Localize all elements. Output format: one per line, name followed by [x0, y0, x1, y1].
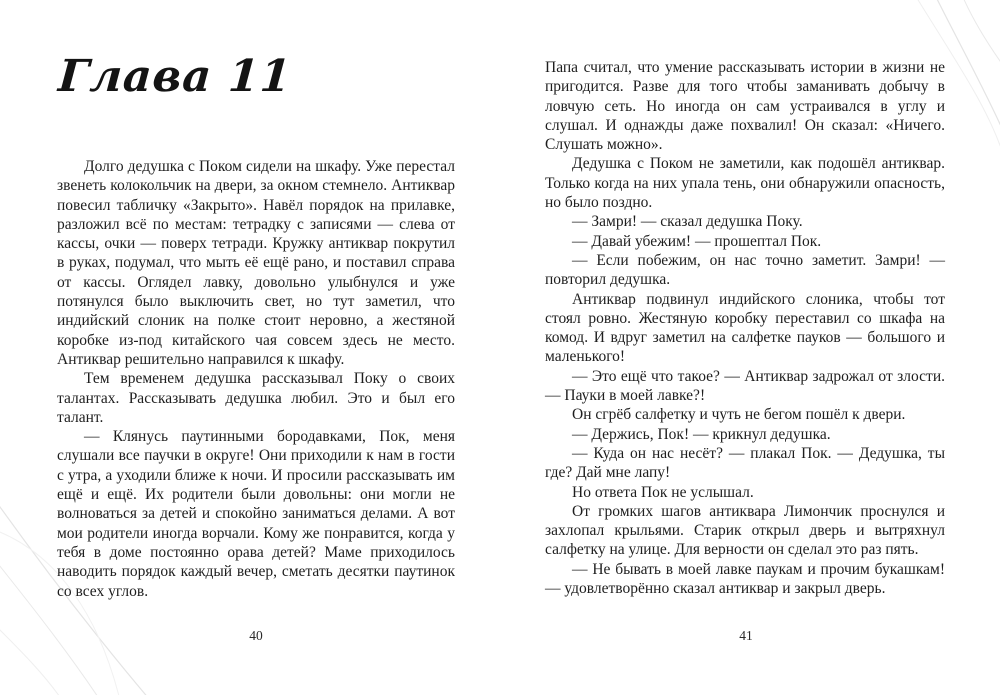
paragraph: Дедушка с Поком не заметили, как подошёл антиквар. Только когда на них упала тень, они обнаружили опасность, но было поздно. [545, 155, 945, 212]
paragraph: — Замри! — сказал дедушка Поку. [572, 213, 803, 231]
paragraph: Папа считал, что умение рассказывать истории в жизни не пригодится. Разве для того чтобы заманивать добычу в ловчую сеть. Но иногда он сам устраивался в углу и слушал. И однажды даже похвалил! Он сказал: «Ничего. Слушать можно». [545, 59, 945, 154]
paragraph: — Куда он нас несёт? — плакал Пок. — Дедушка, ты где? Дай мне лапу! [545, 444, 945, 482]
left-page-text [57, 157, 455, 601]
paragraph: Антиквар подвинул индийского слоника, чтобы тот стоял ровно. Жестяную коробку переставил со шкафа на комод. И вдруг заметил на салфетке пауков — большого и маленького! [545, 290, 945, 366]
chapter-title: Глава 11 [56, 51, 294, 102]
left-page [56, 51, 455, 601]
paragraph: Тем временем дедушка рассказывал Поку о своих талантах. Рассказывать дедушка любил. Это и был его талант. [57, 370, 455, 426]
paragraph: Он сгрёб салфетку и чуть не бегом пошёл к двери. [572, 406, 906, 424]
page-number-left: 40 [249, 628, 263, 643]
paragraph: — Если побежим, он нас точно заметит. Замри! — повторил дедушка. [545, 251, 945, 289]
right-page [545, 58, 945, 598]
paragraph: — Не бывать в моей лавке паукам и прочим букашкам! — удовлетворённо сказал антиквар и закрыл дверь. [545, 560, 945, 598]
right-page-text [545, 58, 945, 598]
paragraph: — Клянусь паутинными бородавками, Пок, меня слушали все паучки в округе! Они приходили к нам в гости с утра, а уходили ближе к ночи. И просили рассказывать им ещё и ещё. Их родители были довольны: они могли не волноваться за детей и спокойно заниматься делами. А вот мои родители иногда ворчали. Кому же понравится, когда у тебя в доме постоянно орава детей? Маме приходилось наводить порядок каждый вечер, сметать десятки паутинок со всех углов. [57, 428, 455, 600]
paragraph: — Это ещё что такое? — Антиквар задрожал от злости. — Пауки в моей лавке?! [545, 367, 945, 405]
paragraph: Но ответа Пок не услышал. [572, 483, 754, 501]
paragraph: — Давай убежим! — прошептал Пок. [572, 232, 822, 250]
paragraph: — Держись, Пок! — крикнул дедушка. [572, 425, 831, 443]
paragraph: От громких шагов антиквара Лимончик проснулся и захлопал крыльями. Старик открыл дверь и вытряхнул салфетку на улице. Для верности он сделал это раз пять. [545, 502, 945, 559]
page-number-right: 41 [739, 628, 753, 643]
paragraph: Долго дедушка с Поком сидели на шкафу. Уже перестал звенеть колокольчик на двери, за окном стемнело. Антиквар повесил табличку «Закрыто». Навёл порядок на прилавке, разложил всё по местам: тетрадку с записями — слева от кассы, очки — поверх тетради. Кружку антиквар покрутил в руках, подумал, что мыть её ещё рано, и поставил справа от кассы. Оглядел лавку, довольно улыбнулся и уже потянулся было выключить свет, но тут заметил, что индийский слоник на полке стоит неровно, а жестяной коробке из-под китайского чая совсем здесь не место. Антиквар решительно направился к шкафу. [57, 158, 455, 368]
